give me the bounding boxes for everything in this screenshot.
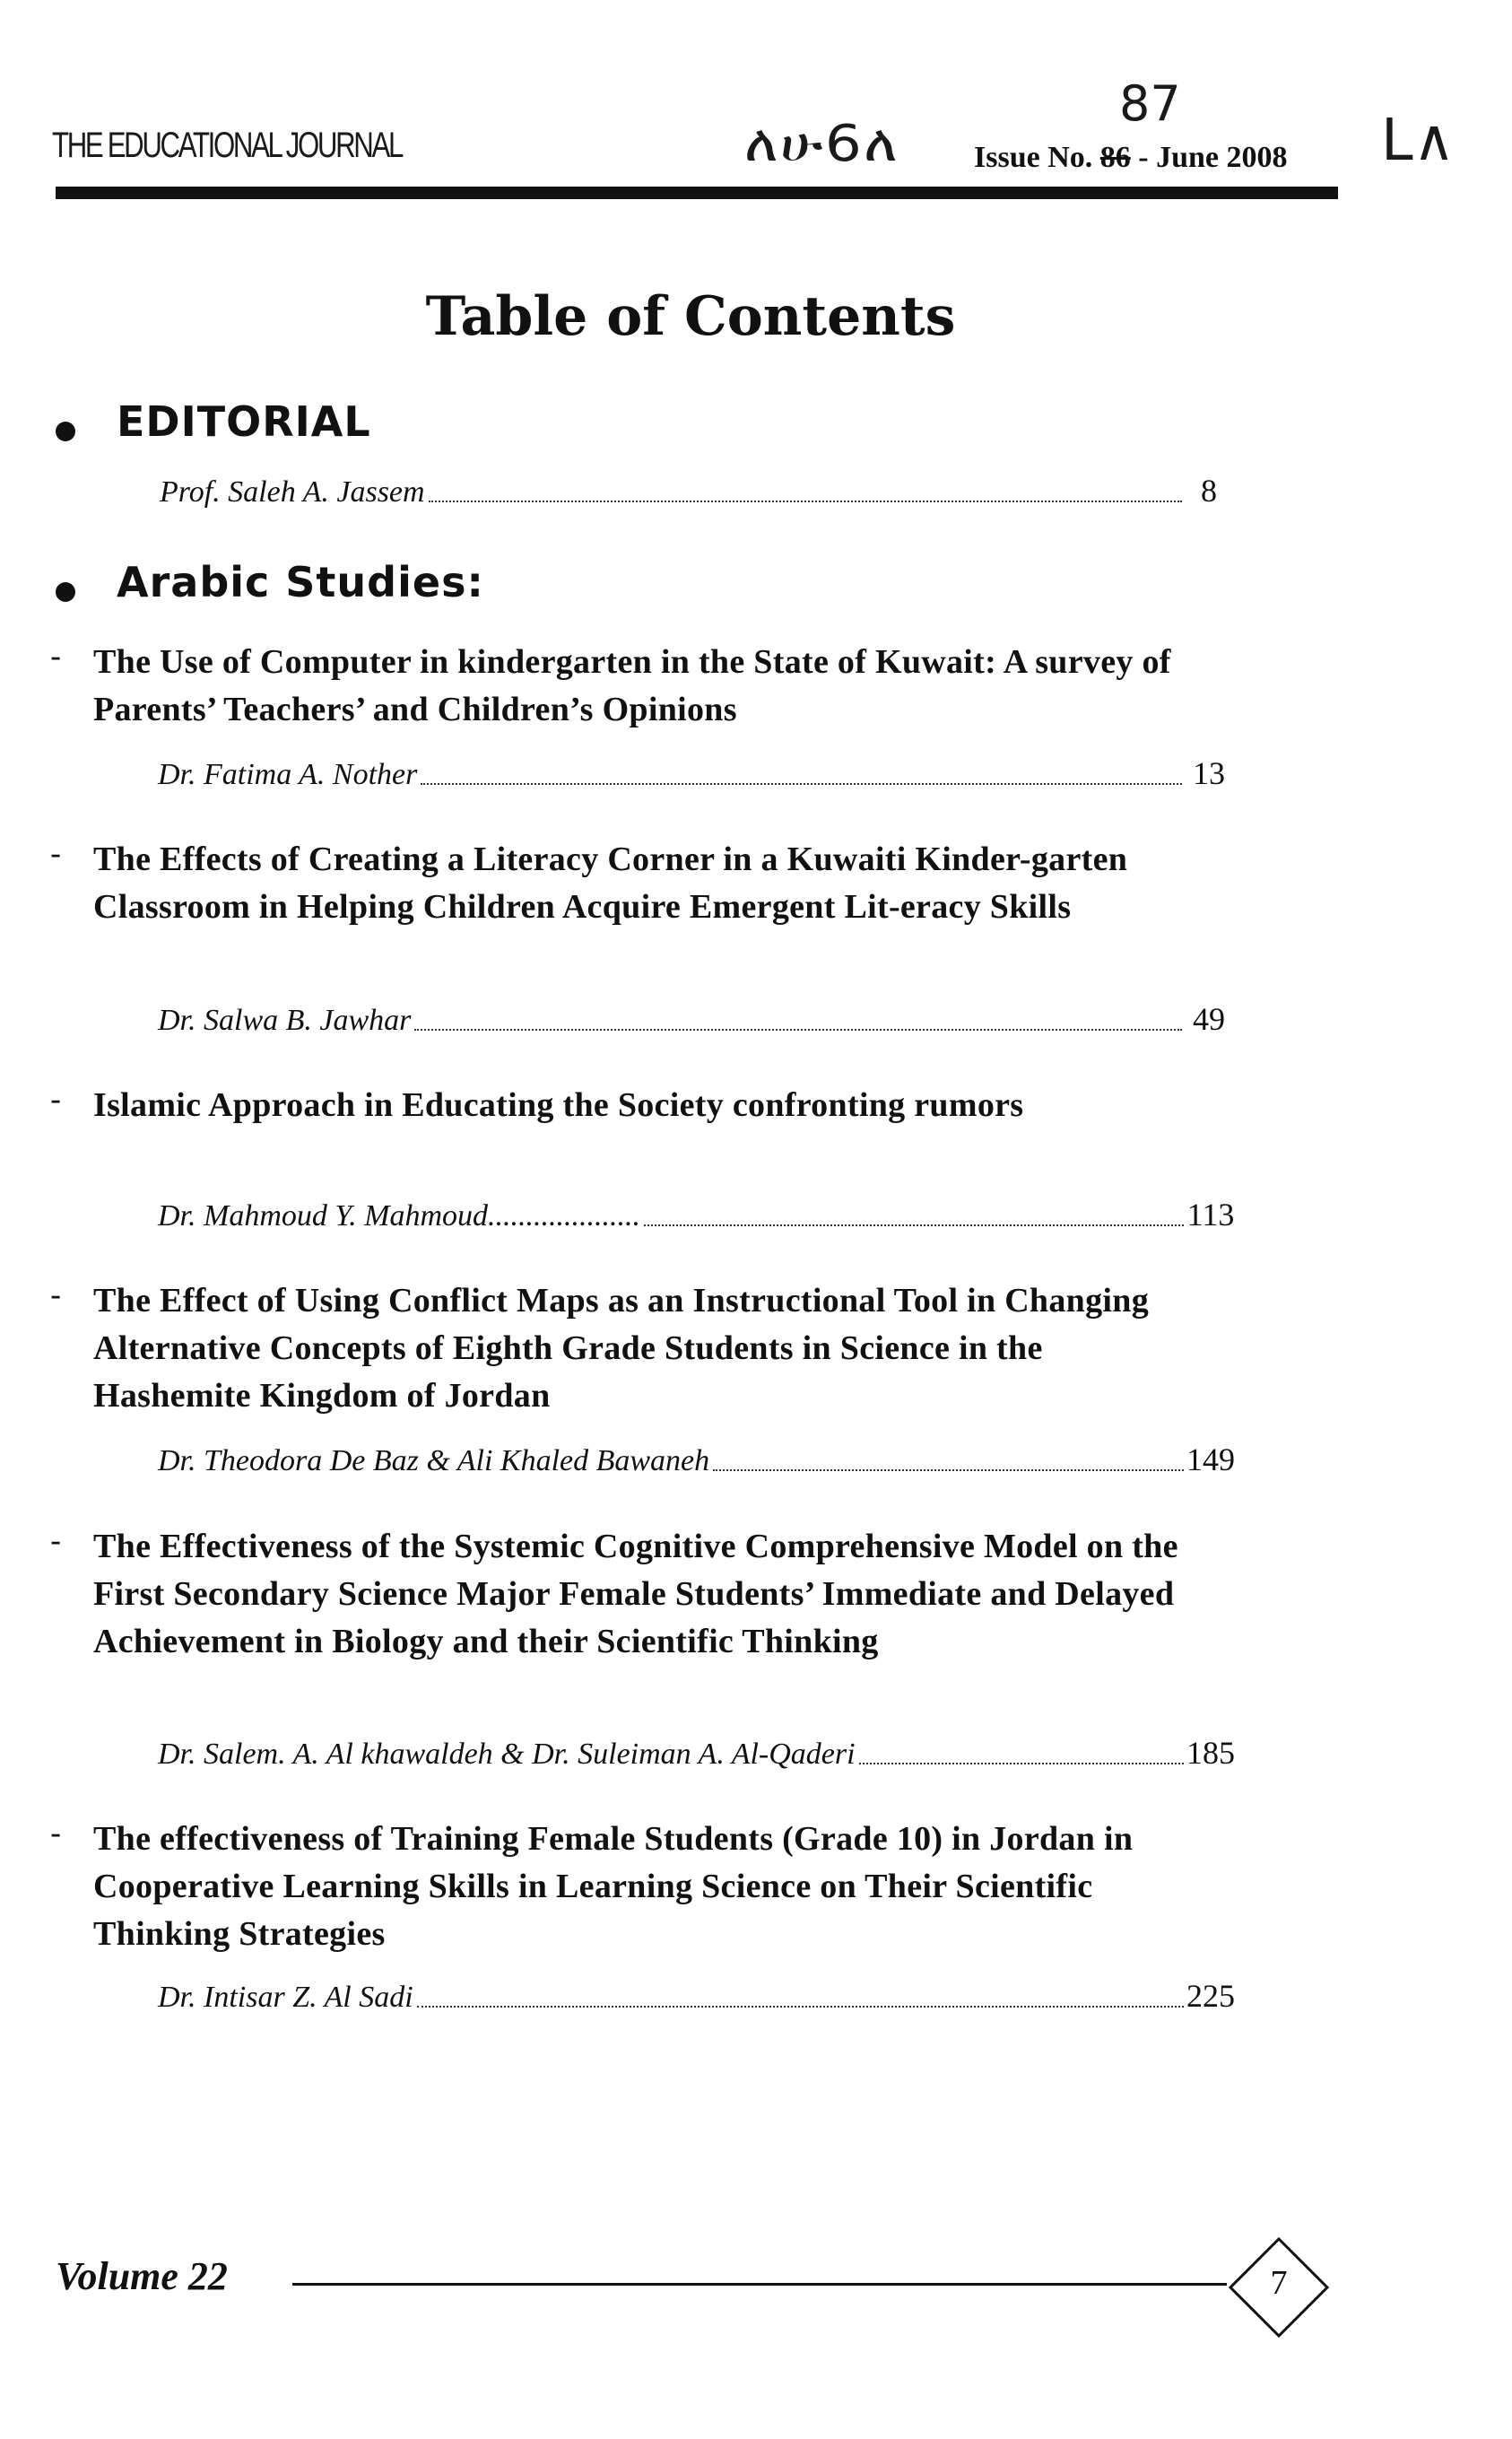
folio-number: 7	[1270, 2264, 1288, 2302]
section-heading-editorial: EDITORIAL	[117, 397, 371, 446]
author-name: Dr. Intisar Z. Al Sadi	[158, 1981, 413, 2014]
footer-rule	[292, 2283, 1227, 2286]
handwritten-code-right: ᒪ∧	[1381, 108, 1456, 174]
handwritten-code-center: ለሁ6ለ	[744, 115, 900, 173]
toc-entry	[158, 1002, 1236, 1038]
page-number: 225	[1186, 1978, 1235, 2014]
dot-leader	[859, 1762, 1184, 1764]
page-number: 113	[1186, 1197, 1235, 1233]
journal-name: THE EDUCATIONAL JOURNAL	[52, 126, 402, 165]
section-heading-arabic-studies: Arabic Studies:	[117, 558, 484, 606]
entry-title: The Use of Computer in kindergarten in the State of Kuwait: A survey of Parents’ Teachers’ and Children’s Opinions	[93, 643, 1171, 728]
author-name: Dr. Theodora De Baz & Ali Khaled Bawaneh	[158, 1444, 710, 1477]
bullet-icon	[56, 422, 75, 441]
toc-entry	[158, 756, 1236, 792]
entry-title: The Effectiveness of the Systemic Cognitive Comprehensive Model on the First Secondary Science Major Female Students’ Immediate and Delayed Achievement in Biology and their Scientific Thinking	[93, 1528, 1178, 1660]
handwritten-issue-number: 87	[1119, 75, 1181, 132]
toc-entry	[158, 1198, 1238, 1233]
entry-dash: -	[50, 836, 62, 873]
entry-dash: -	[50, 1523, 62, 1560]
bullet-icon	[56, 582, 75, 602]
dot-leader	[414, 1028, 1182, 1031]
toc-entry	[158, 1736, 1238, 1772]
toc-entry-editorial	[160, 474, 1236, 510]
dot-leader	[417, 2005, 1184, 2008]
issue-info	[974, 141, 1287, 175]
toc-entry	[158, 1979, 1238, 2015]
header-rule	[56, 187, 1338, 199]
author-name: Dr. Salem. A. Al khawaldeh & Dr. Suleiman A. Al-Qaderi	[158, 1738, 856, 1771]
entry-dash: -	[50, 1816, 62, 1852]
page-number: 8	[1201, 473, 1217, 509]
entry-title: The Effect of Using Conflict Maps as an Instructional Tool in Changing Alternative Concepts of Eighth Grade Students in Science in the Hashemite Kingdom of Jordan	[93, 1282, 1149, 1415]
issue-label: Issue No.	[974, 141, 1093, 174]
issue-number-struck: 86	[1099, 141, 1131, 174]
entry-title: Islamic Approach in Educating the Society confronting rumors	[93, 1086, 1024, 1124]
page-number: 185	[1186, 1735, 1235, 1771]
page-number: 49	[1193, 1001, 1225, 1037]
entry-dash: -	[50, 1082, 62, 1119]
author-name: Dr. Fatima A. Nother	[158, 758, 418, 791]
dot-leader	[644, 1224, 1184, 1226]
entry-dash: -	[50, 1277, 62, 1314]
page-title: Table of Contents	[425, 285, 956, 348]
entry-title: The effectiveness of Training Female Students (Grade 10) in Jordan in Cooperative Learning Skills in Learning Science on Their Scientific Thinking Strategies	[93, 1820, 1134, 1953]
author-name: Dr. Mahmoud Y. Mahmoud....................	[158, 1199, 641, 1233]
dot-leader	[421, 782, 1182, 785]
dot-leader	[429, 500, 1182, 502]
dot-leader	[713, 1468, 1184, 1471]
author-name: Dr. Salwa B. Jawhar	[158, 1004, 412, 1037]
page-number: 149	[1186, 1442, 1235, 1477]
issue-date: - June 2008	[1138, 141, 1288, 174]
toc-entry	[158, 1442, 1238, 1478]
entry-title: The Effects of Creating a Literacy Corner in a Kuwaiti Kinder-garten Classroom in Helping Children Acquire Emergent Lit-eracy Skills	[93, 841, 1128, 926]
page-number: 13	[1193, 755, 1225, 791]
author-name: Prof. Saleh A. Jassem	[160, 475, 425, 509]
volume-label: Volume 22	[56, 2254, 228, 2298]
entry-dash: -	[50, 639, 62, 675]
